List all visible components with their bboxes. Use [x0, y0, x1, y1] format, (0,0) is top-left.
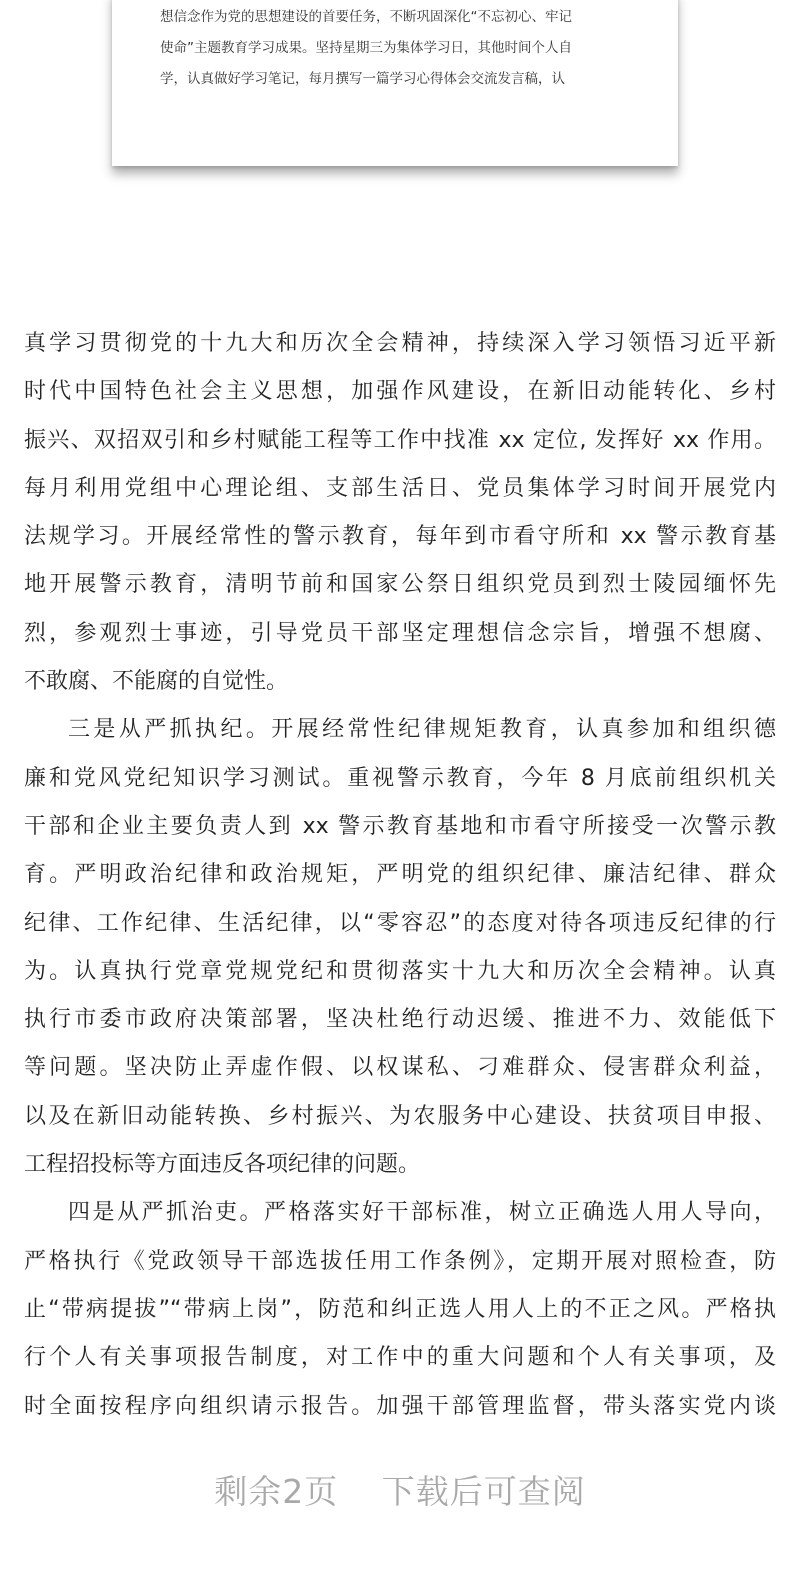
text-line: 廉和党风党纪知识学习测试。重视警示教育，今年 8 月底前组织机关 [24, 765, 776, 791]
text-line: 法规学习。开展经常性的警示教育，每年到市看守所和 xx 警示教育基 [24, 524, 776, 550]
paragraph-start-line: 四是从严抓治吏。严格落实好干部标准，树立正确选人用人导向， [68, 1200, 776, 1226]
document-body [24, 320, 776, 1431]
text-line: 为。认真执行党章党规党纪和贯彻落实十九大和历次全会精神。认真 [24, 958, 776, 984]
preview-card [112, 0, 678, 166]
text-line: 每月利用党组中心理论组、支部生活日、党员集体学习时间开展党内 [24, 475, 776, 501]
text-line: 干部和企业主要负责人到 xx 警示教育基地和市看守所接受一次警示教 [24, 813, 776, 839]
text-line: 等问题。坚决防止弄虚作假、以权谋私、刁难群众、侵害群众利益， [24, 1055, 776, 1081]
text-line: 纪律、工作纪律、生活纪律，以“零容忍”的态度对待各项违反纪律的行 [24, 910, 776, 936]
text-line: 时全面按程序向组织请示报告。加强干部管理监督，带头落实党内谈 [24, 1393, 776, 1419]
preview-line: 学，认真做好学习笔记，每月撰写一篇学习心得体会交流发言稿，认 [160, 71, 565, 87]
text-line: 严格执行《党政领导干部选拔任用工作条例》，定期开展对照检查，防 [24, 1248, 776, 1274]
text-line: 振兴、双招双引和乡村赋能工程等工作中找准 xx 定位, 发挥好 xx 作用。 [24, 427, 776, 453]
remaining-pages-label: 剩余2页 [214, 1472, 339, 1511]
text-line: 工程招投标等方面违反各项纪律的问题。 [24, 1152, 421, 1178]
download-prompt[interactable] [0, 1466, 800, 1513]
text-line: 执行市委市政府决策部署，坚决杜绝行动迟缓、推进不力、效能低下 [24, 1007, 776, 1033]
preview-text [160, 2, 640, 95]
text-line: 行个人有关事项报告制度，对工作中的重大问题和个人有关事项，及 [24, 1345, 776, 1371]
text-line: 地开展警示教育，清明节前和国家公祭日组织党员到烈士陵园缅怀先 [24, 572, 776, 598]
paragraph-start-line: 三是从严抓执纪。开展经常性纪律规矩教育，认真参加和组织德 [68, 717, 776, 743]
preview-line: 使命”主题教育学习成果。坚持星期三为集体学习日，其他时间个人自 [160, 40, 572, 56]
download-to-view-label: 下载后可查阅 [381, 1472, 586, 1511]
text-line: 育。严明政治纪律和政治规矩，严明党的组织纪律、廉洁纪律、群众 [24, 862, 776, 888]
preview-line: 想信念作为党的思想建设的首要任务，不断巩固深化“不忘初心、牢记 [160, 9, 572, 25]
text-line: 止“带病提拔”“带病上岗”，防范和纠正选人用人上的不正之风。严格执 [24, 1296, 776, 1322]
text-line: 真学习贯彻党的十九大和历次全会精神，持续深入学习领悟习近平新 [24, 331, 776, 356]
text-line: 不敢腐、不能腐的自觉性。 [24, 669, 289, 695]
text-line: 时代中国特色社会主义思想，加强作风建设，在新旧动能转化、乡村 [24, 379, 776, 405]
text-line: 烈，参观烈士事迹，引导党员干部坚定理想信念宗旨，增强不想腐、 [24, 620, 776, 646]
text-line: 以及在新旧动能转换、乡村振兴、为农服务中心建设、扶贫项目申报、 [24, 1103, 776, 1129]
